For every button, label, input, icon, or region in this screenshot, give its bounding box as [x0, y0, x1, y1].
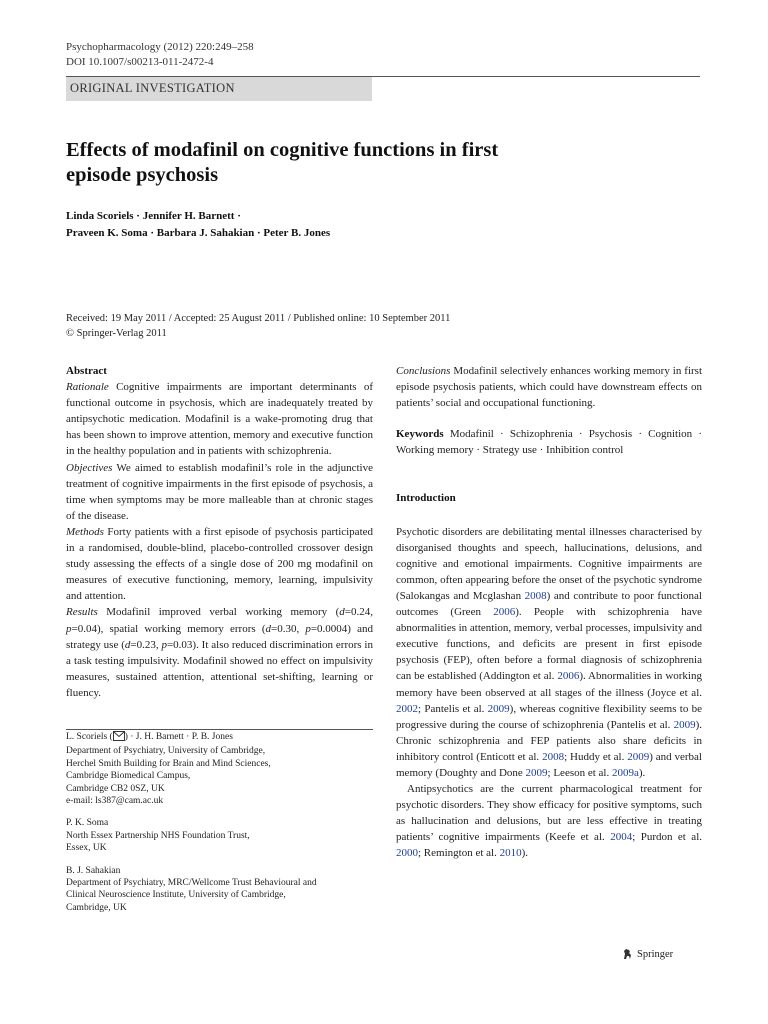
publication-dates: [66, 312, 450, 341]
intro-text: ). Abnormalities in working memory have been observed at all stages of the illness (Joyce et al.: [396, 670, 702, 699]
intro-text: ; Purdon et al.: [632, 831, 703, 844]
conclusions-label: Conclusions: [396, 365, 451, 377]
citation-link[interactable]: 2009: [627, 750, 650, 763]
affiliations: [66, 731, 373, 924]
rationale-text: Cognitive impairments are important determinants of functional outcome in psychosis, which are inadequately treated by antipsychotic medication. Modafinil is a wake-promoting drug that has been shown to improve attention, memory and executive function in the healthy population and in patients with schizophrenia.: [66, 381, 373, 458]
aff-text: North Essex Partnership NHS Foundation Trust,: [66, 830, 250, 841]
title-line: Effects of modafinil on cognitive functions in first: [66, 139, 499, 161]
intro-text: Antipsychotics are the current pharmacological treatment for psychotic disorders. They show efficacy for positive symptoms, such as hallucination and delusions, but are less effective in treating patients’ cognitive impairments (Keefe et al.: [396, 783, 702, 844]
stat-symbol: d: [339, 606, 345, 619]
citation-link[interactable]: 2009a: [611, 766, 639, 779]
aff-text: B. J. Sahakian: [66, 865, 121, 876]
affiliation-sahakian: [66, 865, 373, 915]
citation-link[interactable]: 2000: [396, 847, 418, 860]
aff-text: L. Scoriels (: [66, 732, 113, 742]
intro-text: ) and verbal memory (Doughty and Done: [396, 750, 702, 779]
affiliation-scoriels: [66, 731, 373, 807]
envelope-icon[interactable]: [113, 731, 125, 745]
stat-symbol: d: [124, 638, 131, 651]
results-text: =0.0004) and strategy use (: [66, 622, 373, 651]
intro-text: ; Huddy et al.: [564, 750, 628, 763]
citation-link[interactable]: 2009: [673, 718, 696, 731]
rationale-label: Rationale: [66, 381, 109, 394]
intro-text: ). Chronic schizophrenia and FEP patients also share deficits in inhibitory control (Enticott et al.: [396, 718, 702, 763]
intro-paragraph-1: [396, 524, 702, 782]
results-text: =0.03). It also reduced discrimination errors in a task testing impulsivity. Modafinil showed no effect on impulsivity measures, sustained attention, attentional set-shifting, learning or fluency.: [66, 638, 373, 699]
author-line: Linda Scoriels · Jennifer H. Barnett ·: [66, 210, 241, 222]
keywords-label: Keywords: [396, 428, 444, 441]
author-list: [66, 208, 330, 242]
intro-text: ), whereas cognitive flexibility seems to be progressive during the course of schizophrenia (Pantelis et al.: [396, 702, 702, 731]
intro-text: ; Pantelis et al.: [418, 702, 488, 715]
abstract-conclusions: [396, 363, 702, 411]
abstract-results: [66, 604, 373, 701]
citation-link[interactable]: 2004: [610, 831, 633, 844]
intro-text: ; Leeson et al.: [547, 766, 612, 779]
email-link[interactable]: e-mail: ls387@cam.ac.uk: [66, 796, 164, 807]
citation-link[interactable]: 2010: [499, 847, 522, 860]
right-column: [396, 363, 702, 862]
intro-text: ) and contribute to poor functional outcomes (Green: [396, 589, 702, 619]
citation-link[interactable]: 2006: [493, 606, 516, 619]
aff-text: Cambridge Biomedical Campus,: [66, 771, 191, 782]
copyright: © Springer-Verlag 2011: [66, 327, 167, 339]
affiliation-rule: [66, 729, 373, 730]
intro-paragraph-2: [396, 781, 702, 861]
results-text: =0.23,: [130, 638, 162, 651]
aff-text: P. K. Soma: [66, 818, 109, 829]
intro-text: ). People with schizophrenia have abnormalities in attention, memory, verbal processes, impulsivity and executive functions, and deficits are present in first episode psychosis (FEP), often before a formal diagnosis of schizophrenia can be established (Addington et al.: [396, 606, 702, 683]
abstract-methods: [66, 524, 373, 604]
aff-text: Cambridge, UK: [66, 902, 127, 913]
results-text: =0.24,: [344, 606, 374, 619]
objectives-text: We aimed to establish modafinil’s role in the adjunctive treatment of cognitive impairments in the first episode of psychosis, a time when symptoms may be more malleable than at chronic stages of the disease.: [66, 461, 374, 522]
citation-link[interactable]: 2009: [525, 766, 548, 779]
abstract-rationale: [66, 379, 373, 459]
publisher-logo: [622, 948, 673, 960]
intro-text: ; Remington et al.: [418, 847, 500, 860]
conclusions-text: Modafinil selectively enhances working memory in first episode psychosis patients, which could have downstream effects on patients’ social and occupational functioning.: [396, 365, 703, 410]
introduction-heading: Introduction: [396, 492, 456, 505]
abstract-left-column: [66, 363, 373, 701]
article-title: [66, 138, 626, 187]
methods-label: Methods: [66, 525, 104, 538]
results-text: =0.04), spatial working memory errors (: [71, 622, 266, 635]
citation-link[interactable]: 2009: [487, 702, 510, 715]
journal-header: [66, 40, 254, 69]
affiliation-soma: [66, 817, 373, 854]
title-line: episode psychosis: [66, 163, 219, 186]
keywords-text: Modafinil · Schizophrenia · Psychosis · Cognition · Working memory · Strategy use · Inhibition control: [396, 428, 702, 457]
aff-text: Essex, UK: [66, 843, 107, 854]
author-line: Praveen K. Soma · Barbara J. Sahakian · Peter B. Jones: [66, 227, 331, 239]
section-label: ORIGINAL INVESTIGATION: [70, 81, 235, 95]
citation-link[interactable]: 2002: [396, 702, 418, 715]
stat-symbol: p: [66, 622, 72, 635]
aff-text: Cambridge CB2 0SZ, UK: [66, 783, 165, 794]
springer-horse-icon: [622, 948, 633, 960]
doi: DOI 10.1007/s00213-011-2472-4: [66, 55, 214, 68]
methods-text: Forty patients with a first episode of psychosis participated in a randomised, double-blind, placebo-controlled crossover design study assessing the effects of a single dose of 200 mg modafinil on measures of executive functioning, memory, learning, impulsivity and attention.: [66, 525, 374, 603]
aff-text: Clinical Neuroscience Institute, University of Cambridge,: [66, 890, 286, 901]
results-text: =0.30,: [270, 622, 306, 635]
received-dates: Received: 19 May 2011 / Accepted: 25 August 2011 / Published online: 10 September 2011: [66, 313, 451, 324]
keywords: [396, 426, 702, 458]
aff-text: ) · J. H. Barnett · P. B. Jones: [124, 732, 233, 742]
journal-citation: Psychopharmacology (2012) 220:249–258: [66, 41, 254, 53]
aff-text: Herchel Smith Building for Brain and Mind Sciences,: [66, 758, 271, 769]
stat-symbol: p: [305, 622, 311, 635]
publisher-name: Springer: [637, 948, 674, 960]
stat-symbol: p: [161, 638, 167, 651]
citation-link[interactable]: 2006: [557, 670, 580, 683]
results-label: Results: [66, 606, 98, 619]
stat-symbol: d: [265, 622, 271, 635]
objectives-label: Objectives: [66, 461, 113, 474]
abstract-objectives: [66, 460, 373, 524]
results-text: Modafinil improved verbal working memory (: [106, 606, 340, 619]
aff-text: Department of Psychiatry, MRC/Wellcome Trust Behavioural and: [66, 878, 317, 889]
intro-text: Psychotic disorders are debilitating mental illnesses characterised by disorganised thoughts and speech, hallucinations, delusions, and cognitive and emotional impairments. Cognitive impairments are common, often appearing before the onset of the psychotic syndrome (Salokangas and Mcglashan: [396, 525, 702, 602]
aff-text: Department of Psychiatry, University of Cambridge,: [66, 746, 266, 757]
citation-link[interactable]: 2008: [542, 750, 565, 763]
section-banner: [66, 77, 372, 101]
intro-text: ).: [638, 766, 646, 779]
intro-text: ).: [521, 847, 528, 860]
abstract-heading: Abstract: [66, 365, 107, 377]
citation-link[interactable]: 2008: [524, 589, 547, 602]
